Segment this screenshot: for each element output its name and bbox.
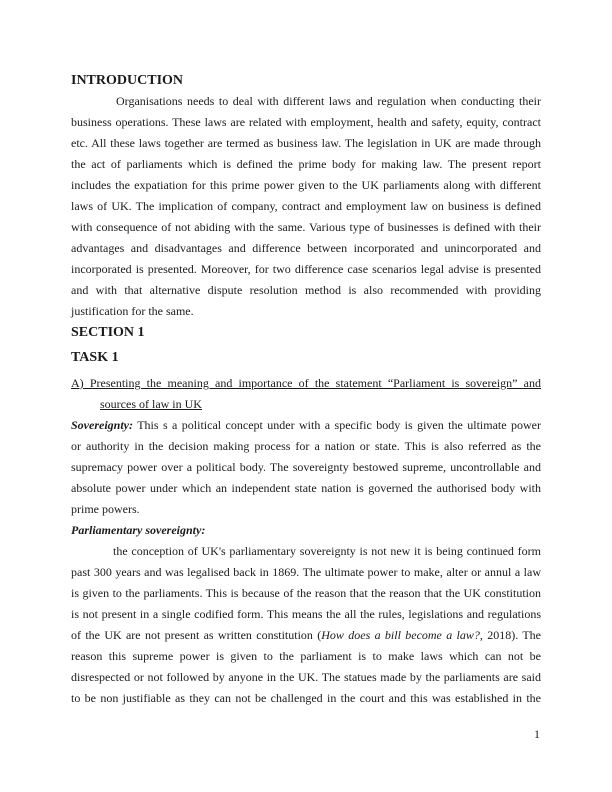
- body-line: is not present in a single codified form. This means the all the rules, legislations and regulations: [71, 607, 541, 621]
- sovereignty-paragraph: [71, 415, 541, 520]
- body-line: reason this supreme power is given to the parliament is to make laws which can not be: [71, 649, 541, 663]
- intro-line: and with that alternative dispute resolution method is also recommended with providing: [71, 283, 541, 297]
- sovereignty-line: prime powers.: [71, 502, 140, 516]
- citation-pre: of the UK are not present as written constitution (: [71, 628, 322, 642]
- intro-line: advantages and disadvantages and difference between incorporated and unincorporated and: [71, 241, 541, 255]
- intro-heading: INTRODUCTION: [71, 73, 184, 88]
- intro-line: includes the expatiation for this prime power given to the UK parliaments along with different: [71, 178, 541, 192]
- parliamentary-heading: Parliamentary sovereignty:: [71, 523, 206, 537]
- intro-line: laws of UK. The implication of company, contract and employment law on business is defined: [71, 199, 541, 213]
- body-line: is given to the parliaments. This is because of the reason that the reason that the UK constitution: [71, 586, 541, 600]
- sovereignty-line: absolute power under which an independent state nation is governed the authorised body with: [71, 481, 541, 495]
- intro-line: business operations. These laws are related with employment, health and safety, equity, contract: [71, 115, 541, 129]
- sovereignty-lead: Sovereignty:: [71, 418, 133, 432]
- body-line: the conception of UK's parliamentary sovereignty is not new it is being continued form: [113, 544, 541, 558]
- sovereignty-first-line: [71, 415, 541, 436]
- section-heading: SECTION 1: [71, 325, 145, 340]
- body-line: to be non justifiable as they can not be challenged in the court and this was established in the: [71, 691, 541, 705]
- intro-line: justification for the same.: [71, 304, 194, 318]
- citation-post: , 2018). The: [479, 628, 541, 642]
- citation-italic: How does a bill become a law?: [321, 628, 480, 642]
- sovereignty-line: supremacy power over a political body. The sovereignty bestowed supreme, uncontrollable and: [71, 460, 541, 474]
- subheading-a-line2-text: sources of law in UK: [100, 397, 202, 411]
- subheading-a: [71, 373, 541, 415]
- sovereignty-line: or authority in the decision making process for a nation or state. This is also referred as the: [71, 439, 541, 453]
- intro-line: Organisations needs to deal with different laws and regulation when conducting their: [116, 94, 541, 108]
- parliamentary-paragraph: [71, 541, 541, 709]
- sovereignty-first-line-rest: This s a political concept under with a specific body is given the ultimate power: [133, 418, 541, 432]
- citation-line: [71, 625, 541, 646]
- task-heading: TASK 1: [71, 350, 119, 365]
- body-line: past 300 years and was legalised back in 1869. The ultimate power to make, alter or annul a law: [71, 565, 541, 579]
- intro-line: the act of parliaments which is defined the prime body for making law. The present report: [71, 157, 541, 171]
- intro-line: with consequence of not abiding with the same. Various type of businesses is defined with their: [71, 220, 541, 234]
- intro-paragraph: [71, 91, 541, 322]
- subheading-a-line2: [71, 394, 541, 415]
- page-number: 1: [534, 727, 540, 741]
- intro-line: etc. All these laws together are termed as business law. The legislation in UK are made through: [71, 136, 541, 150]
- body-line: disrespected or not followed by anyone in the UK. The statues made by the parliaments are said: [71, 670, 541, 684]
- subheading-a-line1: A) Presenting the meaning and importance of the statement “Parliament is sovereign” and: [71, 376, 541, 390]
- intro-line: incorporated is presented. Moreover, for two difference case scenarios legal advise is presented: [71, 262, 541, 276]
